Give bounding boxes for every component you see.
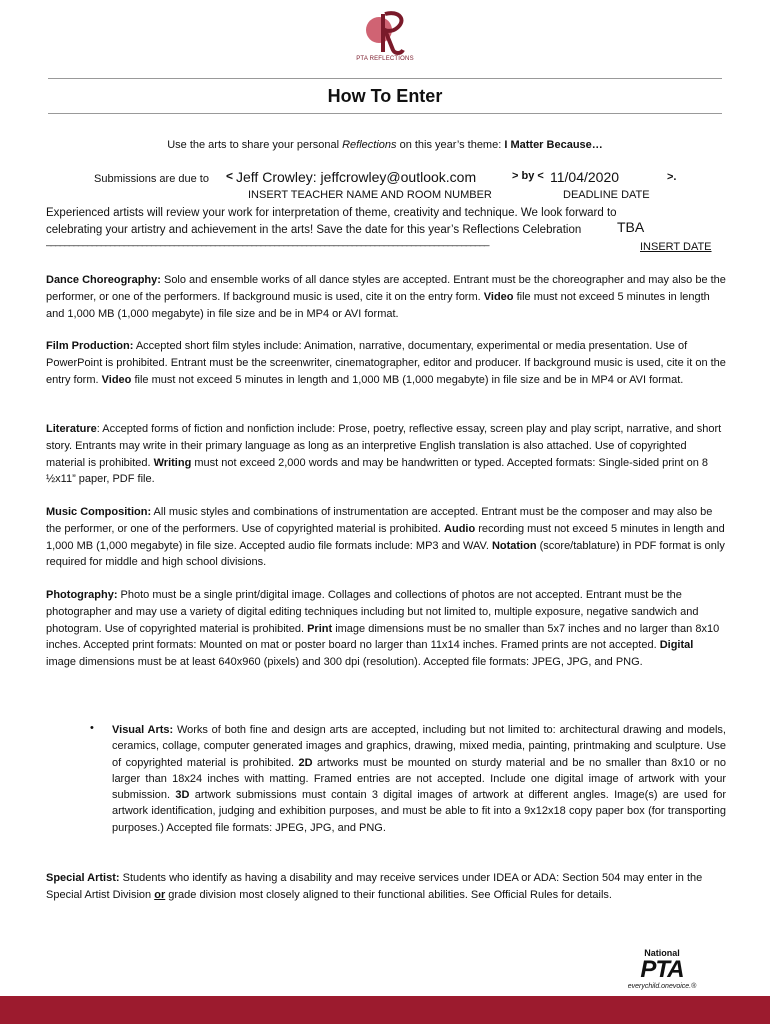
film-section [46, 338, 726, 388]
pta-wordmark: PTA [640, 956, 684, 983]
visual-text-2: artworks must be mounted on sturdy material and be no smaller than 8x10 or no larger than 18x24 inches with matting. Framed entries are not accepted. Include one digital image of artwork with your submission. [112, 756, 726, 802]
intro-text: Use the arts to share your personal [167, 139, 343, 151]
visual-bold: 2D [298, 756, 313, 769]
intro-text-2: on this year’s theme: [396, 139, 505, 151]
intro-line [0, 137, 770, 153]
page-title: How To Enter [327, 86, 443, 106]
top-divider [48, 78, 722, 79]
film-text: Accepted short film styles include: Animation, narrative, documentary, experimental or media presentation. Use of PowerPoint is prohibited. Entrant must be the screenwriter, cinematographer, editor and producer. If background music is used, cite it on the entry form. [46, 340, 726, 386]
special-text-2: grade division most closely aligned to their functional abilities. See Official Rules for details. [165, 888, 612, 901]
teacher-caption: INSERT TEACHER NAME AND ROOM NUMBER [248, 189, 492, 201]
dance-bold: Video [483, 290, 514, 303]
photo-text-3: image dimensions must be at least 640x960 (pixels) and 300 dpi (resolution). Accepted file formats: JPEG, JPG, and PNG. [46, 656, 643, 669]
dance-text: Solo and ensemble works of all dance styles are accepted. Entrant must be the choreographer and may also be the performer, or one of the performers. If background music is used, cite it on the entry form. [46, 274, 726, 303]
celebration-blank-line: _________________________________________________________________________________________________ [46, 236, 489, 247]
by-text: > by < [512, 170, 544, 182]
music-text-2: recording must not exceed 5 minutes in length and 1,000 MB (1,000 megabyte) in file size. Accepted audio file formats include: MP3 and WAV. [46, 522, 725, 552]
film-text-2: file must not exceed 5 minutes in length and 1,000 MB (1,000 megabyte) in file size and be in MP4 or AVI format. [131, 373, 684, 386]
music-heading: Music Composition: [46, 506, 152, 518]
celebration-line-2: celebrating your artistry and achievement in the arts! Save the date for this year’s Reflections Celebration [46, 224, 582, 236]
music-text: All music styles and combinations of instrumentation are accepted. Entrant must be the composer and may also be the performer, or one of the performers. Use of copyrighted material is prohibited. [46, 506, 713, 535]
bracket-close: >. [667, 171, 677, 183]
dance-heading: Dance Choreography: [46, 274, 161, 286]
photo-text: Photo must be a single print/digital image. Collages and collections of photos are not accepted. Entrant must be the photographer and may use a variety of digital editing techniques including but not limited to, multiple exposure, negative sandwich and photogram. Use of copyrighted material is prohibited. [46, 589, 699, 635]
visual-text-3: artwork submissions must contain 3 digital images of artwork at different angles. Image(s) are used for artwork identification, judging and exhibition purposes, and must be able to fit into a 9x12x18 copy paper box (for transporting purposes.) Accepted file formats: JPEG, JPG, and PNG. [112, 789, 726, 834]
literature-section [46, 421, 726, 488]
deadline-caption: DEADLINE DATE [563, 189, 650, 201]
theme-text: I Matter Because… [504, 139, 603, 151]
visual-arts-heading: Visual Arts: [112, 724, 174, 736]
photography-section [46, 587, 726, 671]
photo-bold-2: Digital [659, 639, 694, 652]
bullet-icon: • [90, 722, 94, 734]
music-bold: Audio [444, 522, 476, 535]
intro-reflections: Reflections [342, 139, 397, 151]
literature-text-2: must not exceed 2,000 words and may be handwritten or typed. Accepted formats: Single-sided print on 8 ½x11” paper, PDF file. [46, 456, 708, 486]
special-artist-section [46, 870, 726, 904]
special-bold: or [154, 888, 166, 901]
visual-bold-2: 3D [175, 789, 190, 802]
national-pta-logo [622, 948, 702, 991]
literature-bold: Writing [153, 456, 192, 469]
celebration-line-1: Experienced artists will review your work for interpretation of theme, creativity and technique. We look forward to [46, 207, 617, 219]
music-bold-2: Notation [491, 539, 537, 552]
celebration-date-field[interactable]: TBA [617, 219, 645, 235]
reflections-logo-icon [355, 8, 415, 58]
pta-tagline: everychild.onevoice.® [627, 983, 697, 990]
celebration-date-caption: INSERT DATE [640, 241, 712, 253]
film-heading: Film Production: [46, 340, 134, 352]
music-text-3: (score/tablature) in PDF format is only required for middle and high school divisions. [46, 539, 725, 569]
photography-heading: Photography: [46, 589, 118, 601]
dance-section [46, 272, 726, 322]
pta-national-text: National [644, 948, 680, 958]
dance-text-2: file must not exceed 5 minutes in length and 1,000 MB (1,000 megabyte) in file size and be in MP4 or AVI format. [46, 290, 710, 320]
visual-text: Works of both fine and design arts are accepted, including but not limited to: architectural drawing and models, ceramics, collage, computer generated images and graphics, drawing, mixed media, painting, printmaking and sculpture. Use of copyrighted material is prohibited. [112, 724, 726, 769]
submission-label: Submissions are due to [94, 173, 209, 185]
film-bold: Video [101, 373, 132, 386]
literature-heading: Literature [46, 423, 97, 435]
special-artist-heading: Special Artist: [46, 872, 120, 884]
bracket-open: < [226, 169, 234, 183]
teacher-field[interactable]: Jeff Crowley: jeffcrowley@outlook.com [236, 169, 477, 185]
logo-caption: PTA REFLECTIONS [356, 56, 414, 62]
music-section [46, 504, 726, 571]
special-text: Students who identify as having a disability and may receive services under IDEA or ADA: Section 504 may enter in the Special Artist Division [46, 872, 703, 901]
visual-arts-section [112, 722, 726, 836]
photo-text-2: image dimensions must be no smaller than 5x7 inches and no larger than 8x10 inches. Accepted print formats: Mounted on mat or poster board no larger than 11x14 inches. Framed prints are not accepted. [46, 622, 720, 652]
footer-bar [0, 996, 770, 1024]
photo-bold: Print [307, 622, 333, 635]
literature-text: : Accepted forms of fiction and nonfiction include: Prose, poetry, reflective essay, screen play and play script, narrative, and short story. Entrants may write in their primary language as long as an interpretive English translation is also attached. Use of copyrighted material is prohibited. [46, 423, 722, 469]
title-divider [48, 113, 722, 114]
deadline-field[interactable]: 11/04/2020 [550, 169, 620, 185]
